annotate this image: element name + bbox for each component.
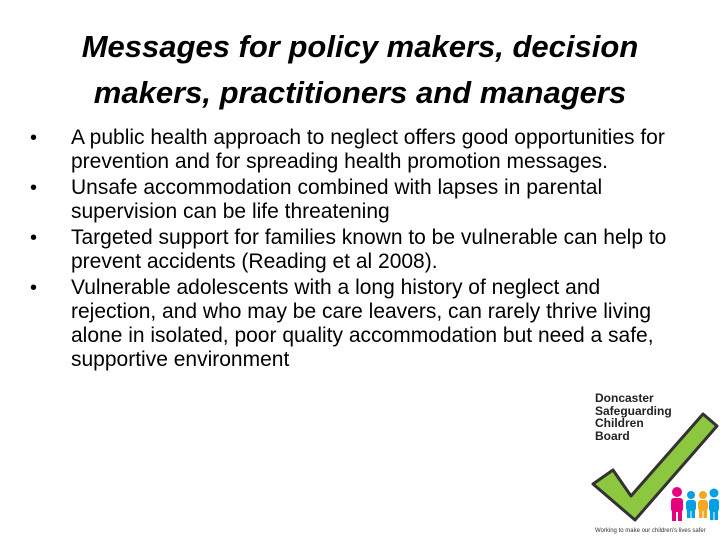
dscb-logo (585, 392, 720, 540)
bullet-text: A public health approach to neglect offers good opportunities for prevention and for spreading health promotion messages. (71, 126, 665, 173)
bullet-marker: • (30, 227, 38, 249)
bullet-text: Vulnerable adolescents with a long history of neglect and rejection, and who may be care leavers, can rarely thrive living alone in isolated, poor quality accommodation but need a safe, supportive environment (71, 276, 654, 371)
logo-line-2: Safeguarding (595, 403, 672, 418)
bullet-marker: • (30, 127, 38, 149)
bullet-item-4 (26, 276, 686, 372)
title-line-1: Messages for policy makers, decision (81, 29, 639, 64)
logo-line-3: Children (595, 416, 644, 430)
title-line-2: makers, practitioners and managers (93, 75, 627, 110)
logo-line-1: Doncaster (595, 391, 654, 405)
logo-wordmark (595, 392, 720, 442)
bullet-item-3 (26, 226, 686, 274)
slide-title (20, 24, 700, 116)
bullet-text: Unsafe accommodation combined with lapses in parental supervision can be life threatening (71, 176, 603, 223)
logo-line-4: Board (595, 428, 630, 443)
bullet-list (26, 126, 686, 374)
bullet-text: Targeted support for families known to be vulnerable can help to prevent accidents (Reading et al 2008). (71, 226, 667, 273)
logo-tagline: Working to make our children's lives safer (595, 528, 706, 534)
bullet-marker: • (30, 277, 38, 299)
family-figures-icon (671, 487, 719, 521)
bullet-item-2 (26, 176, 686, 224)
bullet-item-1 (26, 126, 686, 174)
bullet-marker: • (30, 177, 38, 199)
